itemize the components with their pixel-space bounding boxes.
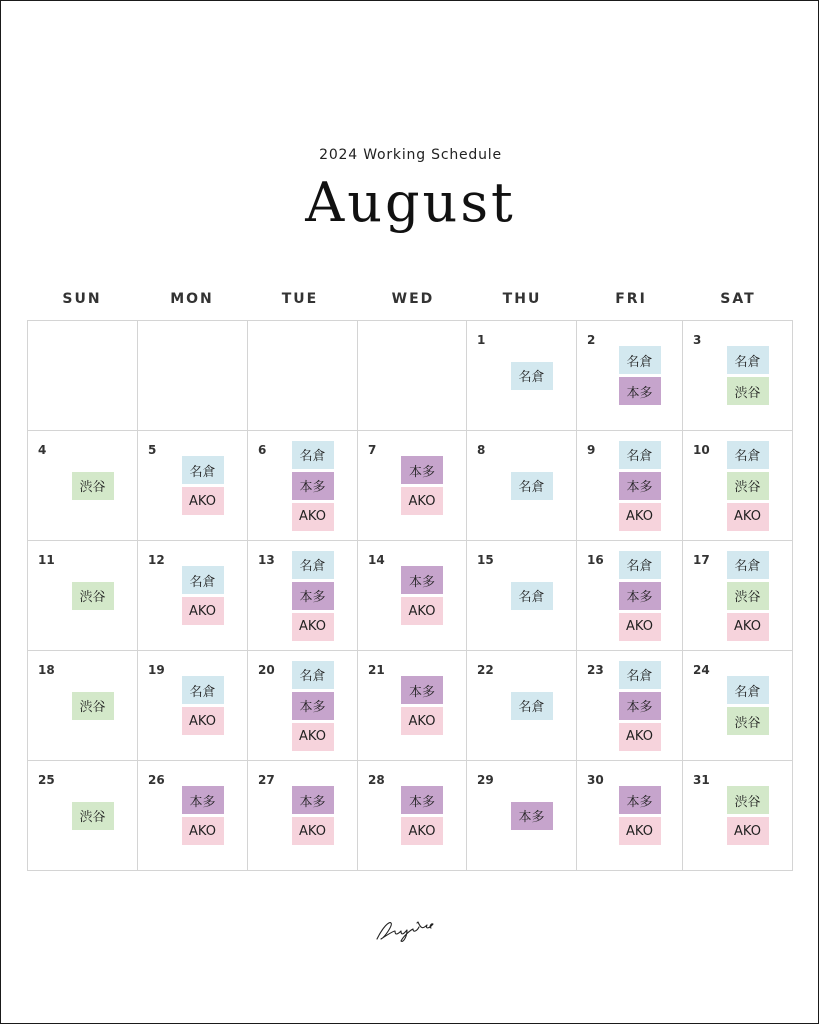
shift-tag-shibuya: 渋谷 (727, 472, 769, 500)
shift-tag-ako: AKO (292, 613, 334, 641)
shift-tag-nagura: 名倉 (182, 676, 224, 704)
day-number: 22 (477, 663, 494, 677)
shift-tag-shibuya: 渋谷 (727, 582, 769, 610)
day-number: 12 (148, 553, 165, 567)
shift-tag-list (378, 439, 466, 532)
shift-tag-list (378, 549, 466, 642)
shift-tag-nagura: 名倉 (292, 551, 334, 579)
shift-tag-ako: AKO (619, 723, 661, 751)
day-cell (576, 540, 683, 651)
day-cell (357, 650, 467, 761)
shift-tag-list (597, 659, 682, 752)
day-number: 15 (477, 553, 494, 567)
day-cell (247, 650, 358, 761)
shift-tag-ako: AKO (182, 817, 224, 845)
shift-tag-shibuya: 渋谷 (727, 786, 769, 814)
empty-day-cell (27, 320, 138, 431)
shift-tag-list (158, 769, 247, 862)
day-cell (247, 760, 358, 871)
day-number: 17 (693, 553, 710, 567)
shift-tag-shibuya: 渋谷 (72, 802, 114, 830)
shift-tag-list (703, 439, 792, 532)
shift-tag-ako: AKO (727, 613, 769, 641)
day-number: 21 (368, 663, 385, 677)
shift-tag-nagura: 名倉 (511, 692, 553, 720)
shift-tag-list (378, 769, 466, 862)
empty-day-cell (357, 320, 467, 431)
shift-tag-list (703, 549, 792, 642)
shift-tag-nagura: 名倉 (619, 661, 661, 689)
shift-tag-nagura: 名倉 (619, 346, 661, 374)
day-cell (357, 430, 467, 541)
day-number: 18 (38, 663, 55, 677)
shift-tag-hondo: 本多 (292, 692, 334, 720)
shift-tag-list (703, 659, 792, 752)
shift-tag-list (378, 659, 466, 752)
day-number: 1 (477, 333, 486, 347)
shift-tag-ako: AKO (292, 817, 334, 845)
day-cell (466, 650, 577, 761)
shift-tag-hondo: 本多 (619, 377, 661, 405)
shift-tag-ako: AKO (401, 597, 443, 625)
shift-tag-ako: AKO (292, 723, 334, 751)
shift-tag-shibuya: 渋谷 (727, 377, 769, 405)
day-number: 4 (38, 443, 47, 457)
day-cell (682, 760, 793, 871)
day-number: 14 (368, 553, 385, 567)
shift-tag-nagura: 名倉 (727, 676, 769, 704)
shift-tag-list (268, 439, 357, 532)
shift-tag-nagura: 名倉 (619, 441, 661, 469)
day-number: 20 (258, 663, 275, 677)
schedule-subtitle: 2024 Working Schedule (319, 147, 502, 163)
shift-tag-hondo: 本多 (401, 676, 443, 704)
weekday-fri: FRI (615, 291, 647, 307)
day-cell (137, 760, 248, 871)
day-number: 25 (38, 773, 55, 787)
day-number: 23 (587, 663, 604, 677)
shift-tag-list (487, 549, 576, 642)
day-cell (357, 760, 467, 871)
shift-tag-list (487, 659, 576, 752)
shift-tag-nagura: 名倉 (511, 582, 553, 610)
shift-tag-list (268, 769, 357, 862)
day-number: 26 (148, 773, 165, 787)
shift-tag-hondo: 本多 (292, 582, 334, 610)
shift-tag-hondo: 本多 (619, 472, 661, 500)
shift-tag-ako: AKO (292, 503, 334, 531)
day-cell (682, 430, 793, 541)
day-cell (682, 320, 793, 431)
day-number: 29 (477, 773, 494, 787)
shift-tag-hondo: 本多 (619, 692, 661, 720)
shift-tag-list (703, 329, 792, 422)
weekday-sat: SAT (720, 291, 756, 307)
day-number: 11 (38, 553, 55, 567)
shift-tag-list (158, 659, 247, 752)
day-cell (27, 650, 138, 761)
weekday-tue: TUE (281, 291, 319, 307)
day-number: 30 (587, 773, 604, 787)
day-cell (576, 320, 683, 431)
shift-tag-shibuya: 渋谷 (72, 472, 114, 500)
day-cell (357, 540, 467, 651)
day-cell (576, 430, 683, 541)
day-cell (682, 540, 793, 651)
shift-tag-nagura: 名倉 (619, 551, 661, 579)
shift-tag-nagura: 名倉 (727, 346, 769, 374)
day-cell (682, 650, 793, 761)
day-cell (137, 650, 248, 761)
shift-tag-hondo: 本多 (401, 456, 443, 484)
day-cell (466, 540, 577, 651)
shift-tag-hondo: 本多 (292, 786, 334, 814)
shift-tag-nagura: 名倉 (511, 362, 553, 390)
weekday-wed: WED (391, 291, 435, 307)
day-cell (27, 430, 138, 541)
day-number: 31 (693, 773, 710, 787)
weekday-thu: THU (502, 291, 542, 307)
month-title: August (305, 171, 516, 234)
day-number: 8 (477, 443, 486, 457)
shift-tag-nagura: 名倉 (511, 472, 553, 500)
day-cell (466, 430, 577, 541)
empty-day-cell (137, 320, 248, 431)
shift-tag-list (48, 439, 137, 532)
shift-tag-ako: AKO (401, 487, 443, 515)
shift-tag-ako: AKO (619, 817, 661, 845)
shift-tag-hondo: 本多 (619, 582, 661, 610)
day-number: 2 (587, 333, 596, 347)
day-cell (247, 430, 358, 541)
shift-tag-ako: AKO (401, 817, 443, 845)
empty-day-cell (247, 320, 358, 431)
day-cell (576, 760, 683, 871)
day-cell (247, 540, 358, 651)
day-cell (27, 760, 138, 871)
shift-tag-list (487, 769, 576, 862)
augie-signature-logo (373, 907, 453, 947)
day-number: 24 (693, 663, 710, 677)
day-number: 16 (587, 553, 604, 567)
shift-tag-shibuya: 渋谷 (72, 692, 114, 720)
shift-tag-nagura: 名倉 (182, 456, 224, 484)
day-cell (137, 540, 248, 651)
shift-tag-hondo: 本多 (511, 802, 553, 830)
shift-tag-list (268, 549, 357, 642)
shift-tag-hondo: 本多 (619, 786, 661, 814)
day-number: 19 (148, 663, 165, 677)
day-number: 27 (258, 773, 275, 787)
shift-tag-list (268, 659, 357, 752)
shift-tag-list (48, 659, 137, 752)
shift-tag-shibuya: 渋谷 (72, 582, 114, 610)
shift-tag-list (48, 769, 137, 862)
day-cell (466, 320, 577, 431)
shift-tag-hondo: 本多 (401, 786, 443, 814)
shift-tag-shibuya: 渋谷 (727, 707, 769, 735)
shift-tag-hondo: 本多 (292, 472, 334, 500)
shift-tag-list (597, 439, 682, 532)
shift-tag-nagura: 名倉 (727, 441, 769, 469)
shift-tag-ako: AKO (182, 597, 224, 625)
day-number: 28 (368, 773, 385, 787)
shift-tag-ako: AKO (401, 707, 443, 735)
day-number: 13 (258, 553, 275, 567)
day-number: 9 (587, 443, 596, 457)
day-number: 3 (693, 333, 702, 347)
shift-tag-ako: AKO (727, 817, 769, 845)
shift-tag-list (597, 329, 682, 422)
shift-tag-list (487, 329, 576, 422)
shift-tag-list (158, 549, 247, 642)
shift-tag-list (597, 769, 682, 862)
shift-tag-ako: AKO (619, 613, 661, 641)
shift-tag-list (158, 439, 247, 532)
day-cell (466, 760, 577, 871)
weekday-sun: SUN (62, 291, 102, 307)
weekday-mon: MON (170, 291, 214, 307)
calendar-grid (27, 320, 792, 870)
day-number: 7 (368, 443, 377, 457)
day-number: 6 (258, 443, 267, 457)
day-cell (137, 430, 248, 541)
shift-tag-ako: AKO (182, 707, 224, 735)
day-cell (27, 540, 138, 651)
shift-tag-list (597, 549, 682, 642)
day-number: 10 (693, 443, 710, 457)
day-cell (576, 650, 683, 761)
shift-tag-nagura: 名倉 (182, 566, 224, 594)
shift-tag-ako: AKO (727, 503, 769, 531)
shift-tag-list (703, 769, 792, 862)
shift-tag-list (487, 439, 576, 532)
day-number: 5 (148, 443, 157, 457)
shift-tag-ako: AKO (619, 503, 661, 531)
shift-tag-ako: AKO (182, 487, 224, 515)
shift-tag-nagura: 名倉 (292, 661, 334, 689)
shift-tag-nagura: 名倉 (292, 441, 334, 469)
shift-tag-hondo: 本多 (182, 786, 224, 814)
weekday-header-row (27, 291, 792, 311)
shift-tag-list (48, 549, 137, 642)
shift-tag-hondo: 本多 (401, 566, 443, 594)
shift-tag-nagura: 名倉 (727, 551, 769, 579)
